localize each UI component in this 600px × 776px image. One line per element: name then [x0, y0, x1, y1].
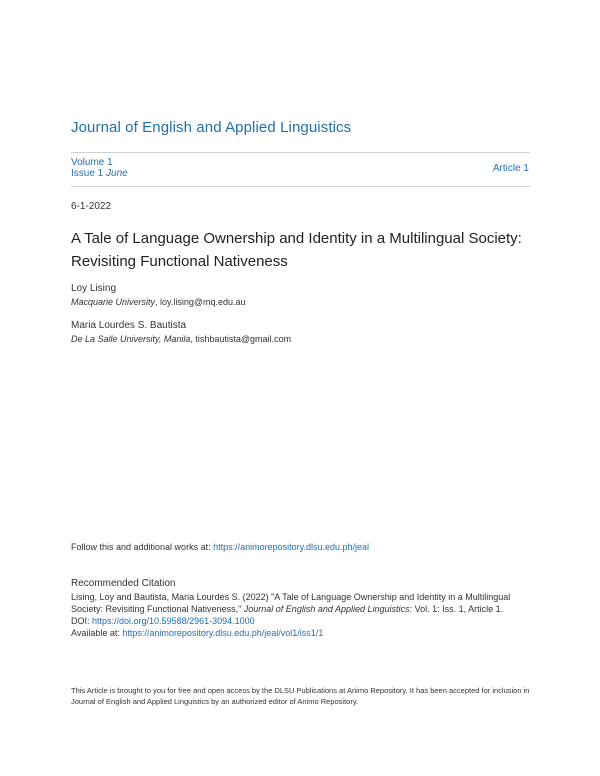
citation-journal: Journal of English and Applied Linguistics	[243, 604, 410, 614]
volume-issue-block	[71, 157, 128, 179]
citation-text: Lising, Loy and Bautista, Maria Lourdes S. (2022) "A Tale of Language Ownership and Identity in a Multilingual Society: Revisiting Functional Nativeness,"	[71, 592, 511, 614]
footer-notice: This Article is brought to you for free and open access by the DLSU Publications at Animo Repository. It has been accepted for inclusion in Journal of English and Applied Linguistics by an authorized editor of Animo Repository.	[71, 686, 530, 706]
issue-link[interactable]	[71, 168, 128, 179]
author-name-2: Maria Lourdes S. Bautista	[71, 320, 187, 331]
issue-label: Issue 1	[71, 168, 104, 179]
bottom-divider	[71, 186, 530, 187]
doi-label: DOI:	[71, 616, 93, 626]
available-link[interactable]: https://animorepository.dlsu.edu.ph/jeal/vol1/iss1/1	[122, 628, 324, 638]
journal-title[interactable]: Journal of English and Applied Linguistics	[71, 119, 352, 136]
recommended-citation-heading: Recommended Citation	[71, 578, 176, 589]
article-title: A Tale of Language Ownership and Identity in a Multilingual Society: Revisiting Functional Nativeness	[71, 230, 522, 270]
follow-text: Follow this and additional works at:	[71, 542, 214, 552]
follow-link[interactable]: https://animorepository.dlsu.edu.ph/jeal	[213, 542, 370, 552]
citation-volume: : Vol. 1: Iss. 1, Article 1.	[409, 604, 504, 614]
issue-month: June	[106, 168, 128, 179]
author-email: , tishbautista@gmail.com	[190, 334, 292, 344]
citation-block	[71, 591, 531, 639]
doi-link[interactable]: https://doi.org/10.59588/2961-3094.1000	[92, 616, 255, 626]
author-affiliation-2	[71, 334, 291, 344]
affiliation-text: De La Salle University, Manila	[71, 334, 191, 344]
available-label: Available at:	[71, 628, 123, 638]
author-affiliation-1	[71, 297, 246, 307]
author-email: , loy.lising@mq.edu.au	[155, 297, 246, 307]
top-divider	[71, 152, 530, 153]
affiliation-text: Macquarie University	[71, 297, 156, 307]
volume-link[interactable]: Volume 1	[71, 157, 113, 168]
author-name-1: Loy Lising	[71, 283, 117, 294]
follow-line	[71, 542, 369, 552]
publication-date: 6-1-2022	[71, 201, 112, 212]
article-number-link[interactable]: Article 1	[492, 163, 529, 174]
